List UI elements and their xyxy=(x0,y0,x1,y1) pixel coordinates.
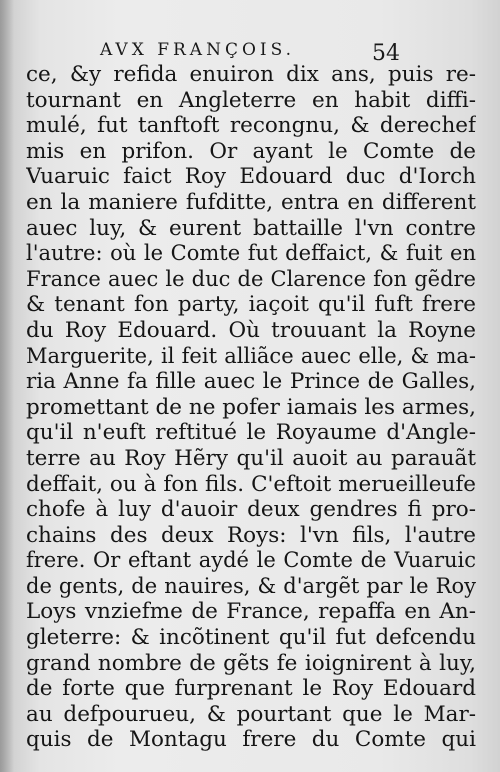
text-line: France auec le duc de Clarence fon gẽdre xyxy=(26,266,476,291)
text-line: terre au Roy Hẽry qu'il auoit au parauãt xyxy=(26,445,476,471)
text-line: promettant de ne pofer iamais les armes, xyxy=(26,394,476,420)
text-line: frere. Or eftant aydé le Comte de Vuaruic xyxy=(26,548,476,573)
running-title: AVX FRANÇOIS. xyxy=(100,40,296,60)
page-number: 54 xyxy=(372,41,400,66)
text-line: l'autre: où le Comte fut deffaict, & fuit en xyxy=(26,241,476,266)
text-line: Marguerite, il feit alliãce auec elle, & ma- xyxy=(26,343,476,368)
text-line: ce, &y refida enuiron dix ans, puis re- xyxy=(26,62,476,87)
text-line: Vuaruic faict Roy Edouard duc d'Iorch xyxy=(26,164,476,190)
body-text xyxy=(26,62,476,753)
gutter-shadow xyxy=(0,0,14,772)
text-line: ria Anne fa fille auec le Prince de Galles, xyxy=(26,369,476,395)
text-line: du Roy Edouard. Où trouuant la Royne xyxy=(26,317,476,343)
text-line: mis en prifon. Or ayant le Comte de xyxy=(26,138,476,164)
text-line: de forte que furprenant le Roy Edouard xyxy=(26,676,476,702)
text-line: au defpourueu, & pourtant que le Mar- xyxy=(26,701,476,727)
text-line: chofe à luy d'auoir deux gendres fi pro- xyxy=(26,497,476,523)
text-line: mulé, fut tanftoft recongnu, & derechef xyxy=(26,113,476,139)
text-line: quis de Montagu frere du Comte qui xyxy=(26,727,476,753)
text-line: Loys vnziefme de France, repaffa en An- xyxy=(26,599,476,625)
text-line: deffait, ou à fon fils. C'eftoit merueilleufe xyxy=(26,471,476,497)
text-line: & tenant fon party, iaçoit qu'il fuft frere xyxy=(26,292,476,318)
text-line: qu'il n'euft reftitué le Royaume d'Angle- xyxy=(26,420,476,446)
text-line: gleterre: & incõtinent qu'il fut defcendu xyxy=(26,625,476,651)
text-line: tournant en Angleterre en habit diffi- xyxy=(26,87,476,113)
text-line: grand nombre de gẽts fe ioignirent à luy, xyxy=(26,650,476,676)
text-line: auec luy, & eurent battaille l'vn contre xyxy=(26,215,476,241)
text-line: chains des deux Roys: l'vn fils, l'autre xyxy=(26,522,476,548)
text-line: de gents, de nauires, & d'argẽt par le Roy xyxy=(26,573,476,598)
text-line: en la maniere fufditte, entra en different xyxy=(26,189,476,215)
